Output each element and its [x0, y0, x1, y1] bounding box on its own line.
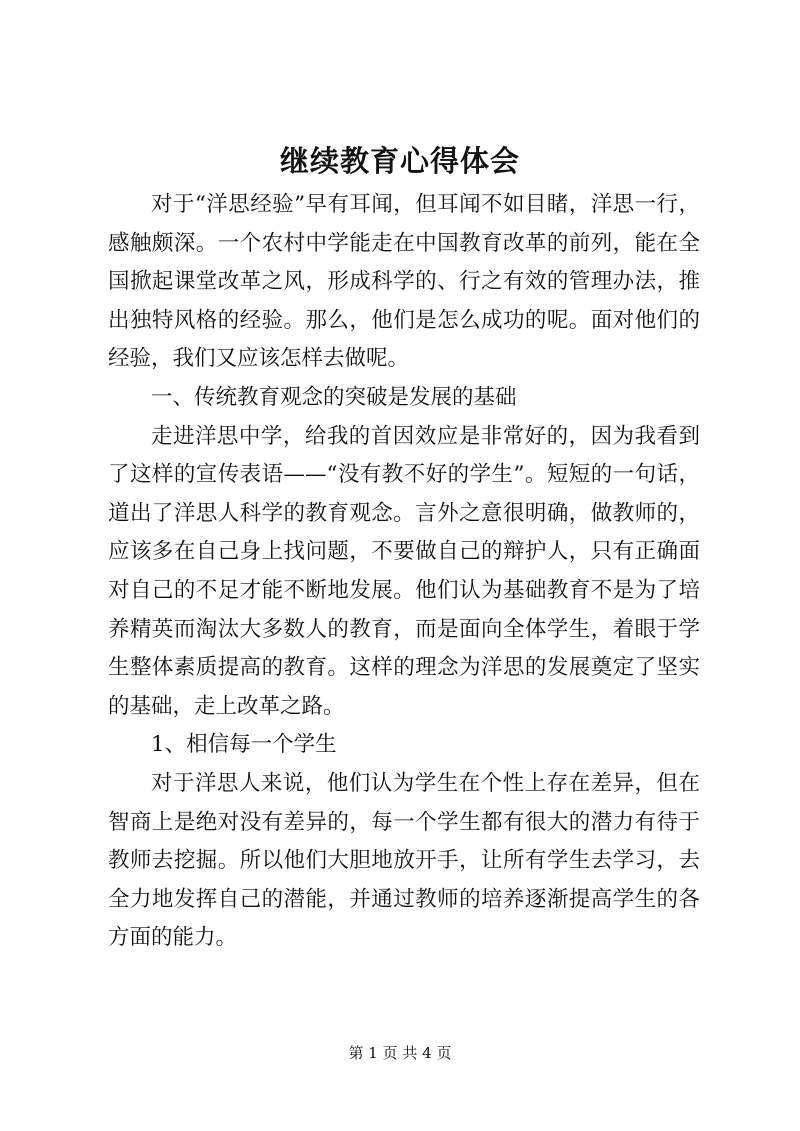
paragraph-subsection-1: 对于洋思人来说，他们认为学生在个性上存在差异，但在智商上是绝对没有差异的，每一个学生都有很大的潜力有待于教师去挖掘。所以他们大胆地放开手，让所有学生去学习，去全力地发挥自己的潜能，并通过教师的培养逐渐提高学生的各方面的能力。: [108, 770, 700, 951]
subsection-heading-1: 1、相信每一个学生: [151, 732, 337, 758]
paragraph-section-1: 走进洋思中学，给我的首因效应是非常好的，因为我看到了这样的宣传表语——“没有教不好的学生”。短短的一句话，道出了洋思人科学的教育观念。言外之意很明确，做教师的，应该多在自己身上找问题，不要做自己的辩护人，只有正确面对自己的不足才能不断地发展。他们认为基础教育不是为了培养精英而淘汰大多数人的教育，而是面向全体学生，着眼于学生整体素质提高的教育。这样的理念为洋思的发展奠定了坚实的基础，走上改革之路。: [108, 423, 700, 719]
page-footer: 第 1 页 共 4 页: [348, 1044, 452, 1062]
paragraph-intro: 对于“洋思经验”早有耳闻，但耳闻不如目睹，洋思一行，感触颇深。一个农村中学能走在中国教育改革的前列，能在全国掀起课堂改革之风，形成科学的、行之有效的管理办法，推出独特风格的经验。那么，他们是怎么成功的呢。面对他们的经验，我们又应该怎样去做呢。: [108, 192, 700, 372]
section-heading-1: 一、传统教育观念的突破是发展的基础: [151, 384, 517, 410]
document-body: [108, 186, 700, 958]
document-title: 继续教育心得体会: [279, 144, 520, 178]
